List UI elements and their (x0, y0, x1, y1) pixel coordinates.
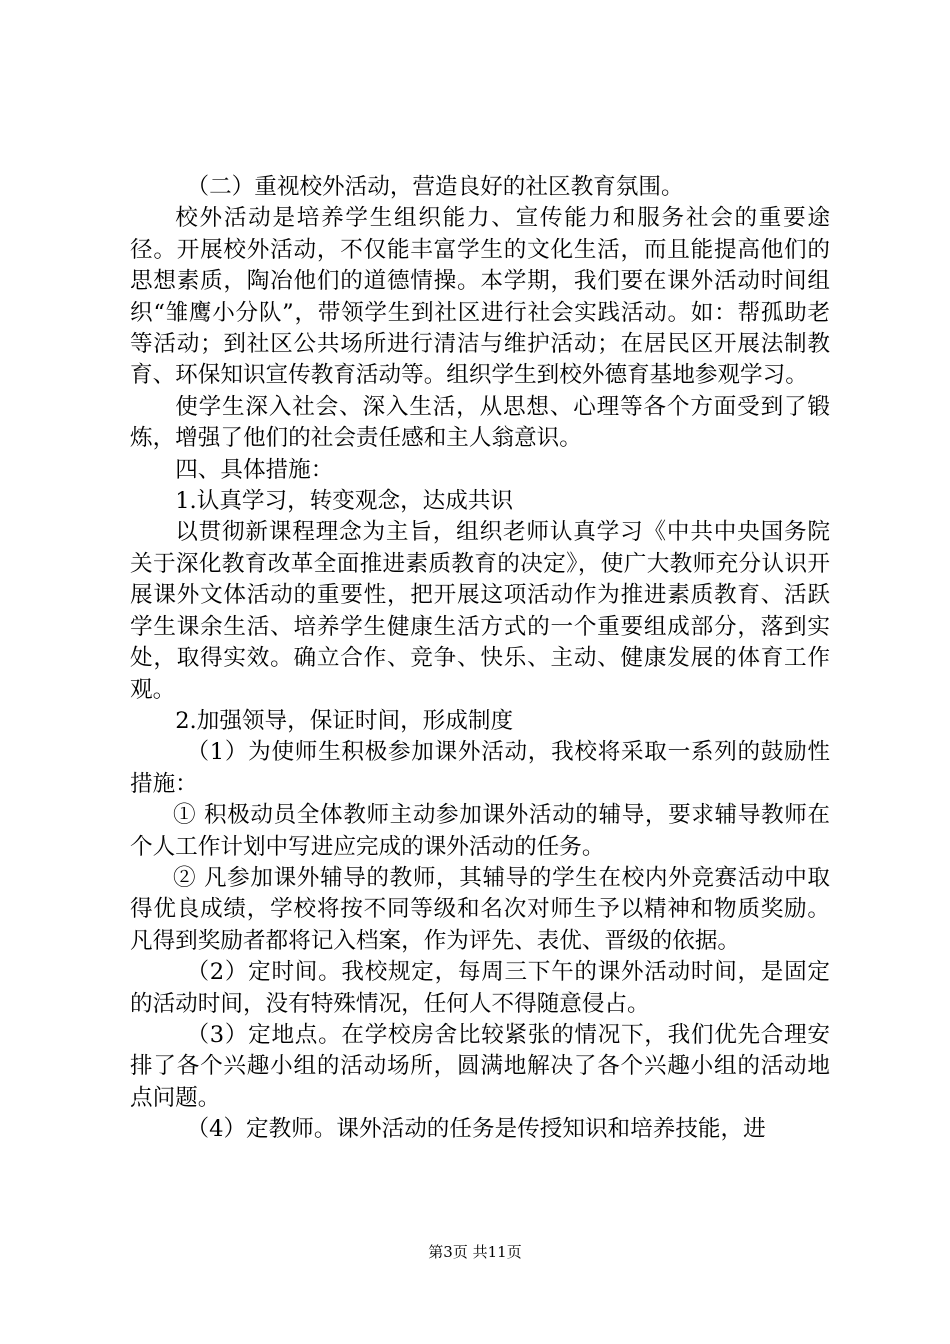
paragraph-item-4: （4）定教师。课外活动的任务是传授知识和培养技能，进 (186, 1116, 766, 1143)
section-heading-measures: 四、具体措施： (175, 456, 334, 483)
paragraph-item-1: （1）为使师生积极参加课外活动，我校将采取一系列的鼓励性措施： (130, 739, 830, 797)
subheading-leadership: 2.加强领导，保证时间，形成制度 (175, 707, 514, 734)
subheading-study: 1.认真学习，转变观念，达成共识 (175, 488, 514, 515)
paragraph-social-responsibility: 使学生深入社会、深入生活，从思想、心理等各个方面受到了锻炼，增强了他们的社会责任感和主人翁意识。 (130, 393, 830, 452)
paragraph-item-3: （3）定地点。在学校房舍比较紧张的情况下，我们优先合理安排了各个兴趣小组的活动场所，圆满地解决了各个兴趣小组的活动地点问题。 (130, 1021, 830, 1111)
paragraph-item-2: （2）定时间。我校规定，每周三下午的课外活动时间，是固定的活动时间，没有特殊情况，任何人不得随意侵占。 (130, 959, 830, 1017)
paragraph-circled-2: ② 凡参加课外辅导的教师，其辅导的学生在校内外竞赛活动中取得优良成绩，学校将按不同等级和名次对师生予以精神和物质奖励。凡得到奖励者都将记入档案，作为评先、表优、晋级的依据。 (130, 864, 830, 954)
page-footer: 第3页 共11页 (428, 1243, 522, 1261)
section-heading-2: （二）重视校外活动，营造良好的社区教育氛围。 (186, 174, 684, 200)
document-body (130, 172, 830, 1146)
paragraph-study: 以贯彻新课程理念为主旨，组织老师认真学习《中共中央国务院关于深化教育改革全面推进素质教育的决定》，使广大教师充分认识开展课外文体活动的重要性，把开展这项活动作为推进素质教育、活跃学生课余生活、培养学生健康生活方式的一个重要组成部分，落到实处，取得实效。确立合作、竞争、快乐、主动、健康发展的体育工作观。 (130, 519, 830, 703)
paragraph-circled-1: ① 积极动员全体教师主动参加课外活动的辅导，要求辅导教师在个人工作计划中写进应完成的课外活动的任务。 (130, 802, 830, 860)
paragraph-outdoor-activities: 校外活动是培养学生组织能力、宣传能力和服务社会的重要途径。开展校外活动，不仅能丰富学生的文化生活，而且能提高他们的思想素质，陶冶他们的道德情操。本学期，我们要在课外活动时间组织“雏鹰小分队”，带领学生到社区进行社会实践活动。如：帮孤助老等活动；到社区公共场所进行清洁与维护活动；在居民区开展法制教育、环保知识宣传教育活动等。组织学生到校外德育基地参观学习。 (130, 205, 830, 389)
